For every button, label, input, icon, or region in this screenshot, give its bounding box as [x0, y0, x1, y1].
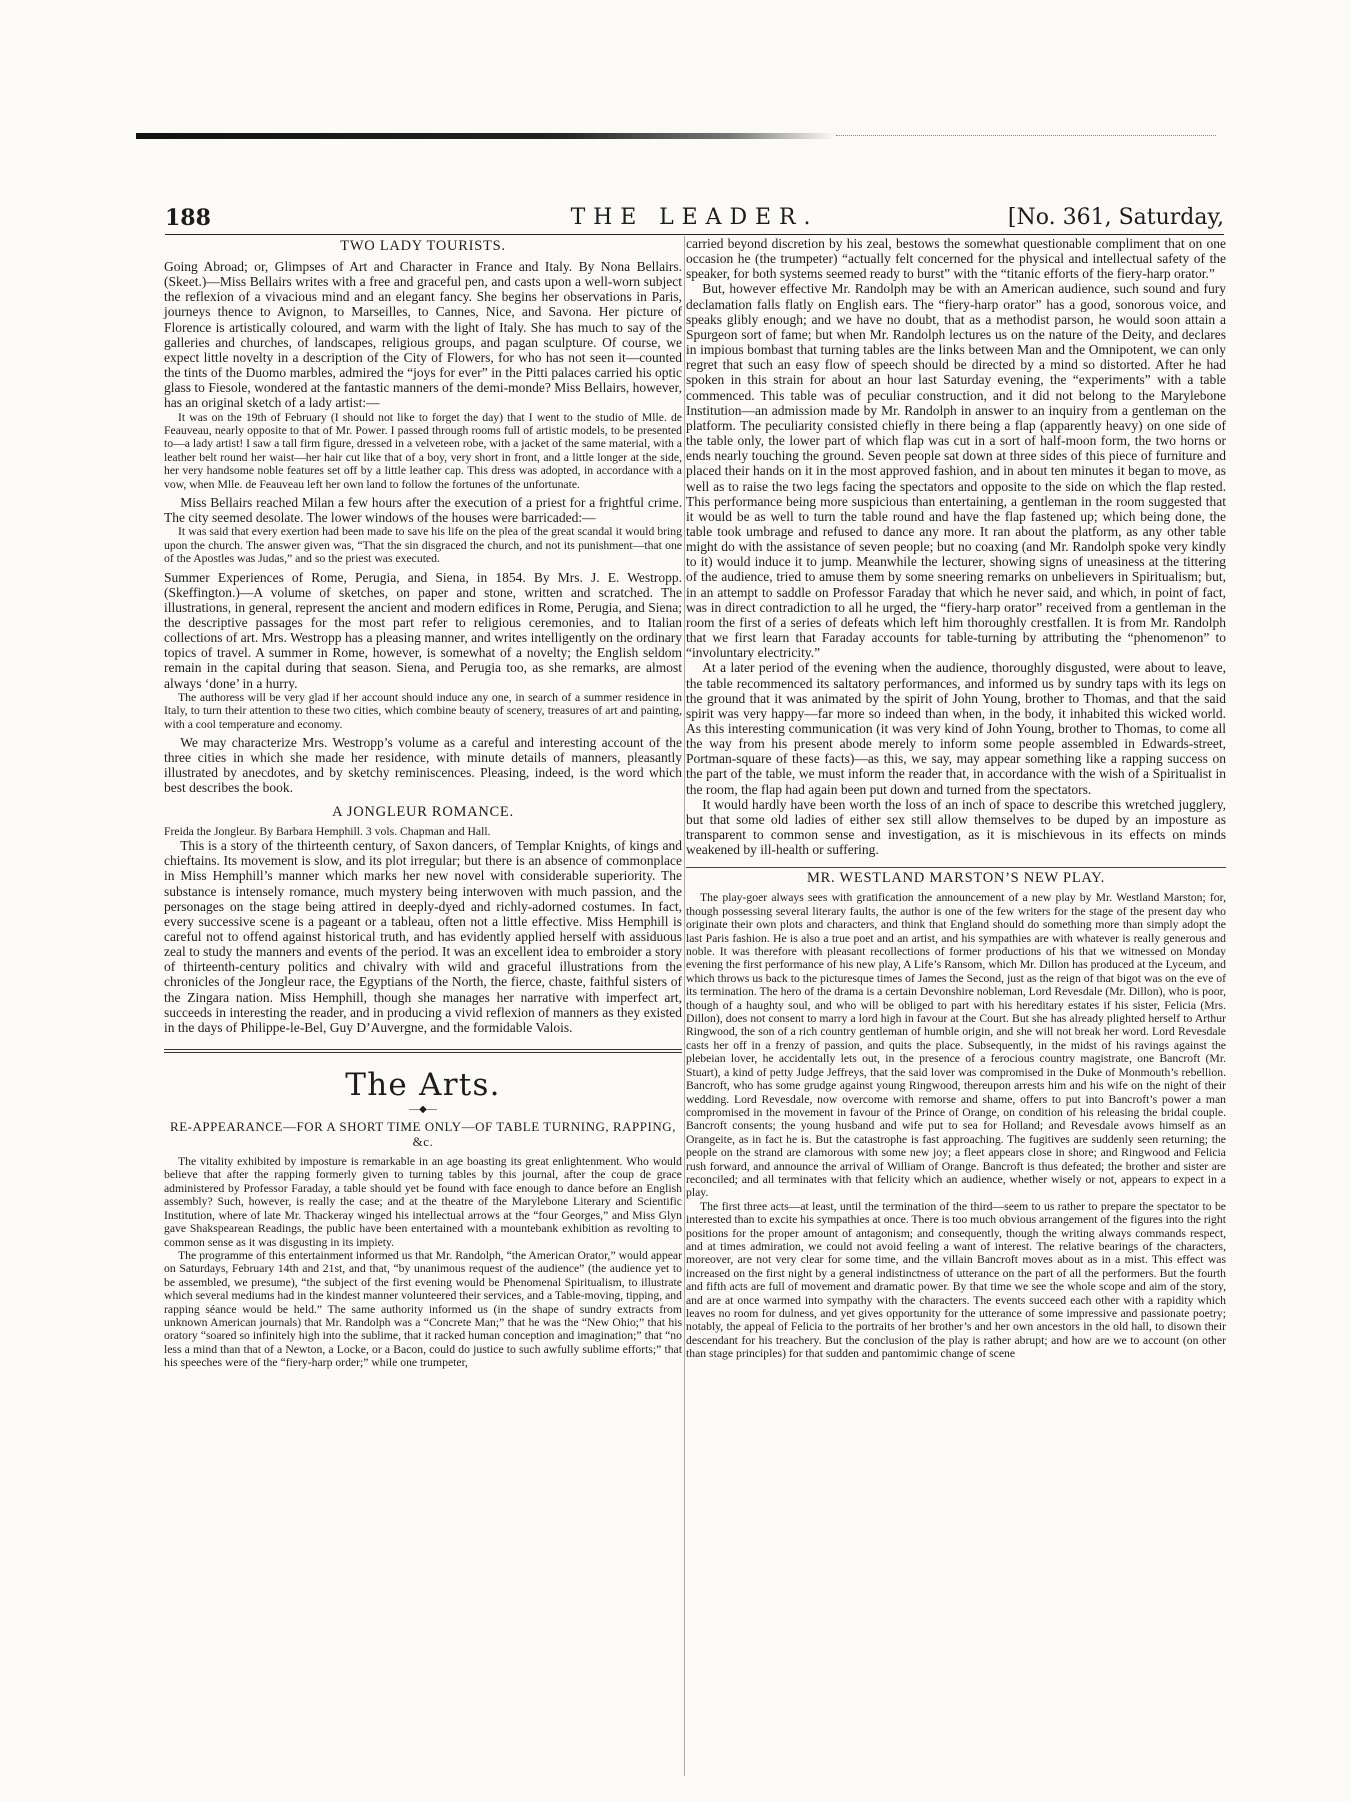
- paragraph-westropp: We may characterize Mrs. Westropp’s volume as a careful and interesting account of the three cities in which she made her residence, with minute details of manners, pleasantly illustrated by anecdotes, and by sketchy reminiscences. Pleasing, indeed, is the word which best describes the book.: [164, 735, 682, 796]
- jongleur-bibliography: Freida the Jongleur. By Barbara Hemphill. 3 vols. Chapman and Hall.: [164, 824, 491, 838]
- paragraph-hardly: It would hardly have been worth the loss of an inch of space to describe this wretched jugglery, but that some old ladies of either sex still allow themselves to be duped by an imposture as transparent to common sense and investigation, as it is mischievous in its effects on minds weakened by ill-health or suffering.: [686, 796, 1226, 858]
- section-double-rule: [164, 1049, 682, 1053]
- quote-lady-artist: It was on the 19th of February (I should not like to forget the day) that I went to the studio of Mlle. de Feauveau, nearly opposite to that of Mr. Power. I passed through rooms full of artistic models, to be presented to—a lady artist! I saw a tall firm figure, dressed in a velveteen robe, with a jacket of the same material, with a leather belt round her waist—her hair cut like that of a boy, very short in front, and a little longer at the side, her very handsome noble features set off by a little leather cap. This dress was adopted, in accordance with a vow, when Mlle. de Feauveau left her own land to follow the fortunes of the unfortunate.: [164, 410, 682, 491]
- paragraph-later-period: At a later period of the evening when the audience, thoroughly disgusted, were about to leave, the table recommenced its saltatory performances, and informed us by sundry taps with its legs on the ground that it was animated by the spirit of John Young, brother to Thomas, and that the said spirit was very happy—far more so indeed than when, in the body, it inhabited this wicked world. As this interesting communication (it was very kind of John Young, brother to Thomas, to come all the way from his present abode merely to inform some people assembled in Edwards-street, Portman-square of these facts)—as this, we say, may appear something like a rapping success on the part of the table, we must inform the reader that, in accordance with the wish of a Spiritualist in the room, the flap had again been put down and turned from the spectators.: [686, 660, 1226, 797]
- page-number: 188: [165, 205, 211, 231]
- paragraph-jongleur: This is a story of the thirteenth century, of Saxon dancers, of Templar Knights, of kings and chieftains. Its movement is slow, and its plot irregular; but there is an absence of commonplace in Miss Hemphill’s manner which marks her new novel with considerable superiority. The substance is intensely romance, much mystery being interwoven with much passion, and the personages on the stage being attired in deeply-dyed and richly-adorned costumes. In fact, every successive scene is a pageant or a tableau, often not a little effective. Miss Hemphill is careful not to offend against historical truth, and has evidently applied herself with assiduous zeal to study the manners and events of the period. It was an excellent idea to embroider a story of thirteenth-century politics and chivalry with wild and graceful illustrations from the chronicles of the Jongleur race, the Egyptians of the North, the fierce, chaste, faithful sisters of the Zingara nation. Miss Hemphill, though she manages her narrative with imperfect art, succeeds in interesting the reader, and in producing a vivid reflexion of manners as they existed in the days of Philippe-le-Bel, Guy D’Auvergne, and the formidable Valois.: [164, 838, 682, 1035]
- left-column: [164, 236, 682, 1370]
- article-title-marston: MR. WESTLAND MARSTON’S NEW PLAY.: [807, 870, 1105, 887]
- paragraph-marston-play: The play-goer always sees with gratification the announcement of a new play by Mr. Westland Marston; for, though possessing several literary faults, the author is one of the few writers for the stage of the present day who originate their own plots and characters, and think that England should do something more than simply adopt the last Paris fashion. He is also a true poet and an artist, and his sympathies are with whatever is really generous and noble. It was therefore with pleasant recollections of former productions of his that we witnessed on Monday evening the first performance of his new play, A Life’s Ransom, which Mr. Dillon has produced at the Lyceum, and which throws us back to the picturesque times of James the Second, just as the reign of that bigot was on the eve of its termination. The hero of the drama is a certain Devonshire nobleman, Lord Revesdale (Mr. Dillon), who is poor, though of a haughty soul, and who will be obliged to part with his hereditary estates if his sister, Felicia (Mrs. Dillon), does not consent to marry a lord high in favour at the Court. But she has already plighted herself to Arthur Ringwood, the son of a rich country gentleman of humble origin, and she will not break her word. Lord Revesdale casts her off in a frenzy of passion, and quits the place. Subsequently, in the midst of his ravings against the plebeian lover, he accidentally lets out, in the presence of a ferocious country magistrate, one Bancroft (Mr. Stuart), a kind of petty Judge Jeffreys, that the said lover was compromised in the Duke of Monmouth’s rebellion. Bancroft, who has some grudge against young Ringwood, thereupon arrests him and his wife on the night of their wedding. Lord Revesdale, now overcome with remorse and shame, offers to put into Bancroft’s power a man compromised in the movement in favour of the Prince of Orange, on condition of his releasing the bridal couple. Bancroft consents; the young husband and wife put to sea for Holland; and Revesdale avows himself as an Orangeite, as in fact he is. But the catastrophe is fast approaching. The fugitives are suddenly seen returning; the people on the strand are clamorous with some new joy; a fleet appears close in shore; and Ringwood and Felicia rush forward, and announce the arrival of William of Orange. Bancroft is thus defeated; the brother and sister are reconciled; and all terminates with that felicity which an audience, whether wisely or not, appears to expect in a play.: [686, 891, 1226, 1200]
- arts-subheading: RE-APPEARANCE—FOR A SHORT TIME ONLY—OF TABLE TURNING, RAPPING, &c.: [170, 1119, 676, 1150]
- paragraph-first-three-acts: The first three acts—at least, until the termination of the third—seem to us rather to prepare the spectator to be interested than to excite his sympathies at once. There is too much obvious arrangement of the figures into the right positions for the proper amount of antagonism; and consequently, though the writing always commands respect, and at times admiration, we could not avoid feeling a want of interest. The relative bearings of the characters, moreover, are not very clear for some time, and the villain Bancroft moves about as in a mist. This effect was increased on the first night by a general indistinctness of utterance on the part of all the performers. But the fourth and fifth acts are full of movement and dramatic power. By that time we see the whole scope and aim of the story, and are at once warmed into sympathy with the characters. The events succeed each other with a rapidity which leaves no room for dulness, and yet gives opportunity for the utterance of some impressive and passionate poetry; notably, the appeal of Felicia to the portraits of her brother’s and her own ancestors in the old hall, to disown their descendant for his treachery. But the conclusion of the play is rather abrupt; and how are we to account (on other than stage principles) for that sudden and pantomimic change of scene: [686, 1199, 1226, 1361]
- quote-priest: It was said that every exertion had been made to save his life on the plea of the great scandal it would bring upon the church. The answer given was, “That the sin disgraced the church, and not its punishment—that one of the Apostles was Judas,” and so the priest was executed.: [164, 525, 682, 566]
- page-header: [165, 201, 1224, 235]
- article-title-jongleur: A JONGLEUR ROMANCE.: [332, 803, 514, 820]
- paragraph-randolph: But, however effective Mr. Randolph may be with an American audience, such sound and fury declamation falls flatly on English ears. The “fiery-harp orator” has a good, sonorous voice, and speaks glibly enough; and we have no doubt, that as a methodist parson, he would soon attain a Spurgeon sort of fame; but when Mr. Randolph lectures us on the nature of the Deity, and declares in impious bombast that turning tables are the links between Man and the Omnipotent, we can only regret that such an easy flow of speech should be directed by a mind so distorted. After he had spoken in this strain for about an hour last Saturday evening, the “experiments” with a table commenced. This table was of peculiar construction, and it did not belong to the Marylebone Institution—an admission made by Mr. Randolph in answer to an inquiry from a gentleman on the platform. The peculiarity consisted chiefly in there being a flap (apparently heavy) on one side of the table only, the lower part of which flap was cut in a sort of half-moon form, the two horns or ends nearly touching the ground. Seven people sat down at three sides of this piece of furniture and placed their hands on it in the most approved fashion, and in about ten minutes it began to move, as well as to raise the two legs facing the spectators and opposite to the side on which the flap rested. This performance being more suspicious than entertaining, a gentleman in the room suggested that it would be as well to turn the table round and have the flap fastened up; which being done, the table took umbrage and refused to dance any more. It ran about the platform, as any other table might do with the assistance of seven people; but no coaxing (and Mr. Randolph spoke very kindly to it) would induce it to jump. Meanwhile the lecturer, showing signs of uneasiness at the tittering of the audience, tried to amuse them by some sneering remarks on unbelievers in Spiritualism; but, in an attempt to saddle on Professor Faraday that which he never said, and which, in point of fact, was in direct contradiction to all he urged, the “fiery-harp orator” received from a gentleman in the room the first of a series of defeats which left him thoroughly crestfallen. It is from Mr. Randolph that we first learn that Faraday accounts for table-turning by attributing the “phenomenon” to “involuntary electricity.”: [686, 281, 1226, 661]
- top-print-strip: [136, 130, 1226, 142]
- section-heading-the-arts: The Arts.: [345, 1067, 501, 1104]
- issue-label: [No. 361, Saturday,: [1007, 205, 1224, 230]
- header-rule: [165, 234, 1224, 235]
- column-divider: [684, 236, 685, 1776]
- paragraph-milan: Miss Bellairs reached Milan a few hours after the execution of a priest for a frightful crime. The city seemed desolate. The lower windows of the houses were barricaded:—: [164, 495, 682, 526]
- review-summer-experiences: Summer Experiences of Rome, Perugia, and Siena, in 1854. By Mrs. J. E. Westropp. (Skeffington.)—A volume of sketches, on paper and stone, written and scratched. The illustrations, in general, represent the ancient and modern edifices in Rome, Perugia, and Siena; the descriptive passages for the most part refer to religious ceremonies, and to Italian collections of art. Mrs. Westropp has a pleasing manner, and writes intelligently on the ordinary topics of travel. A summer in Rome, however, is somewhat of a novelty; the English seldom remain in the capital during that season. Siena, and Perugia too, as she remarks, are almost always ‘done’ in a hurry.: [164, 569, 682, 691]
- newspaper-title: THE LEADER.: [570, 205, 819, 230]
- section-rule: [686, 867, 1226, 868]
- paragraph-programme: The programme of this entertainment informed us that Mr. Randolph, “the American Orator,” would appear on Saturdays, February 14th and 21st, and that, “by unanimous request of the audience” (the audience yet to be assembled, we presume), “the subject of the first evening would be Phenomenal Spiritualism, to illustrate which several mediums had in the kindest manner volunteered their services, and a Table-moving, tipping, and rapping séance would be held.” The same authority informed us (in the shape of sundry extracts from unknown American journals) that Mr. Randolph was a “Concrete Man;” that he was the “New Ohio;” that his oratory “soared so infinitely high into the sublime, that it racked human conception and imagination;” that “no less a mind than that of a Newton, a Locke, or a Bacon, could do justice to such awfully sublime efforts;” that his speeches were of the “fiery-harp order;” while one trumpeter,: [164, 1248, 682, 1370]
- quote-authoress: The authoress will be very glad if her account should induce any one, in search of a summer residence in Italy, to turn their attention to these two cities, which combine beauty of scenery, treasures of art and painting, with a cool temperature and economy.: [164, 690, 682, 731]
- ornament-rule: —◆—: [409, 1104, 437, 1116]
- review-going-abroad: Going Abroad; or, Glimpses of Art and Character in France and Italy. By Nona Bellairs. (Skeet.)—Miss Bellairs writes with a free and graceful pen, and casts upon a well-worn subject the reflexion of a vivacious mind and an elegant fancy. She begins her observations in Paris, journeys thence to Avignon, to Marseilles, to Cannes, Nice, and Savona. Her picture of Florence is artistically coloured, and warm with the light of Italy. She has much to say of the galleries and churches, of landscapes, religious groups, and pagan sculpture. Of course, we expect little novelty in a description of the City of Flowers, for who has not seen it—counted the tints of the Duomo marbles, admired the “joys for ever” in the Pitti palaces carried his optic glass to Fiesole, wondered at the fantastic manners of the demi-monde? Miss Bellairs, however, has an original sketch of a lady artist:—: [164, 259, 682, 411]
- paragraph-continued: carried beyond discretion by his zeal, bestows the somewhat questionable compliment that on one occasion he (the trumpeter) “actually felt concerned for the physical and intellectual safety of the speaker, for both systems seemed ready to burst” with the “titanic efforts of the fiery-harp orator.”: [686, 236, 1226, 282]
- paragraph-vitality: The vitality exhibited by imposture is remarkable in an age boasting its great enlightenment. Who would believe that after the rapping formerly given to turning tables by this journal, after the coup de grace administered by Professor Faraday, a table should yet be found with face enough to dance before an English assembly? Such, however, is really the case; and at the theatre of the Marylebone Literary and Scientific Institution, where of late Mr. Thackeray winged his intellectual arrows at the “four Georges,” and Miss Glyn gave Shakspearean Readings, the public have been entertained with a mountebank exhibition as revolting to common sense as it was disgusting in its impiety.: [164, 1155, 682, 1249]
- right-column: [686, 236, 1226, 1361]
- article-title-two-lady-tourists: TWO LADY TOURISTS.: [340, 238, 506, 254]
